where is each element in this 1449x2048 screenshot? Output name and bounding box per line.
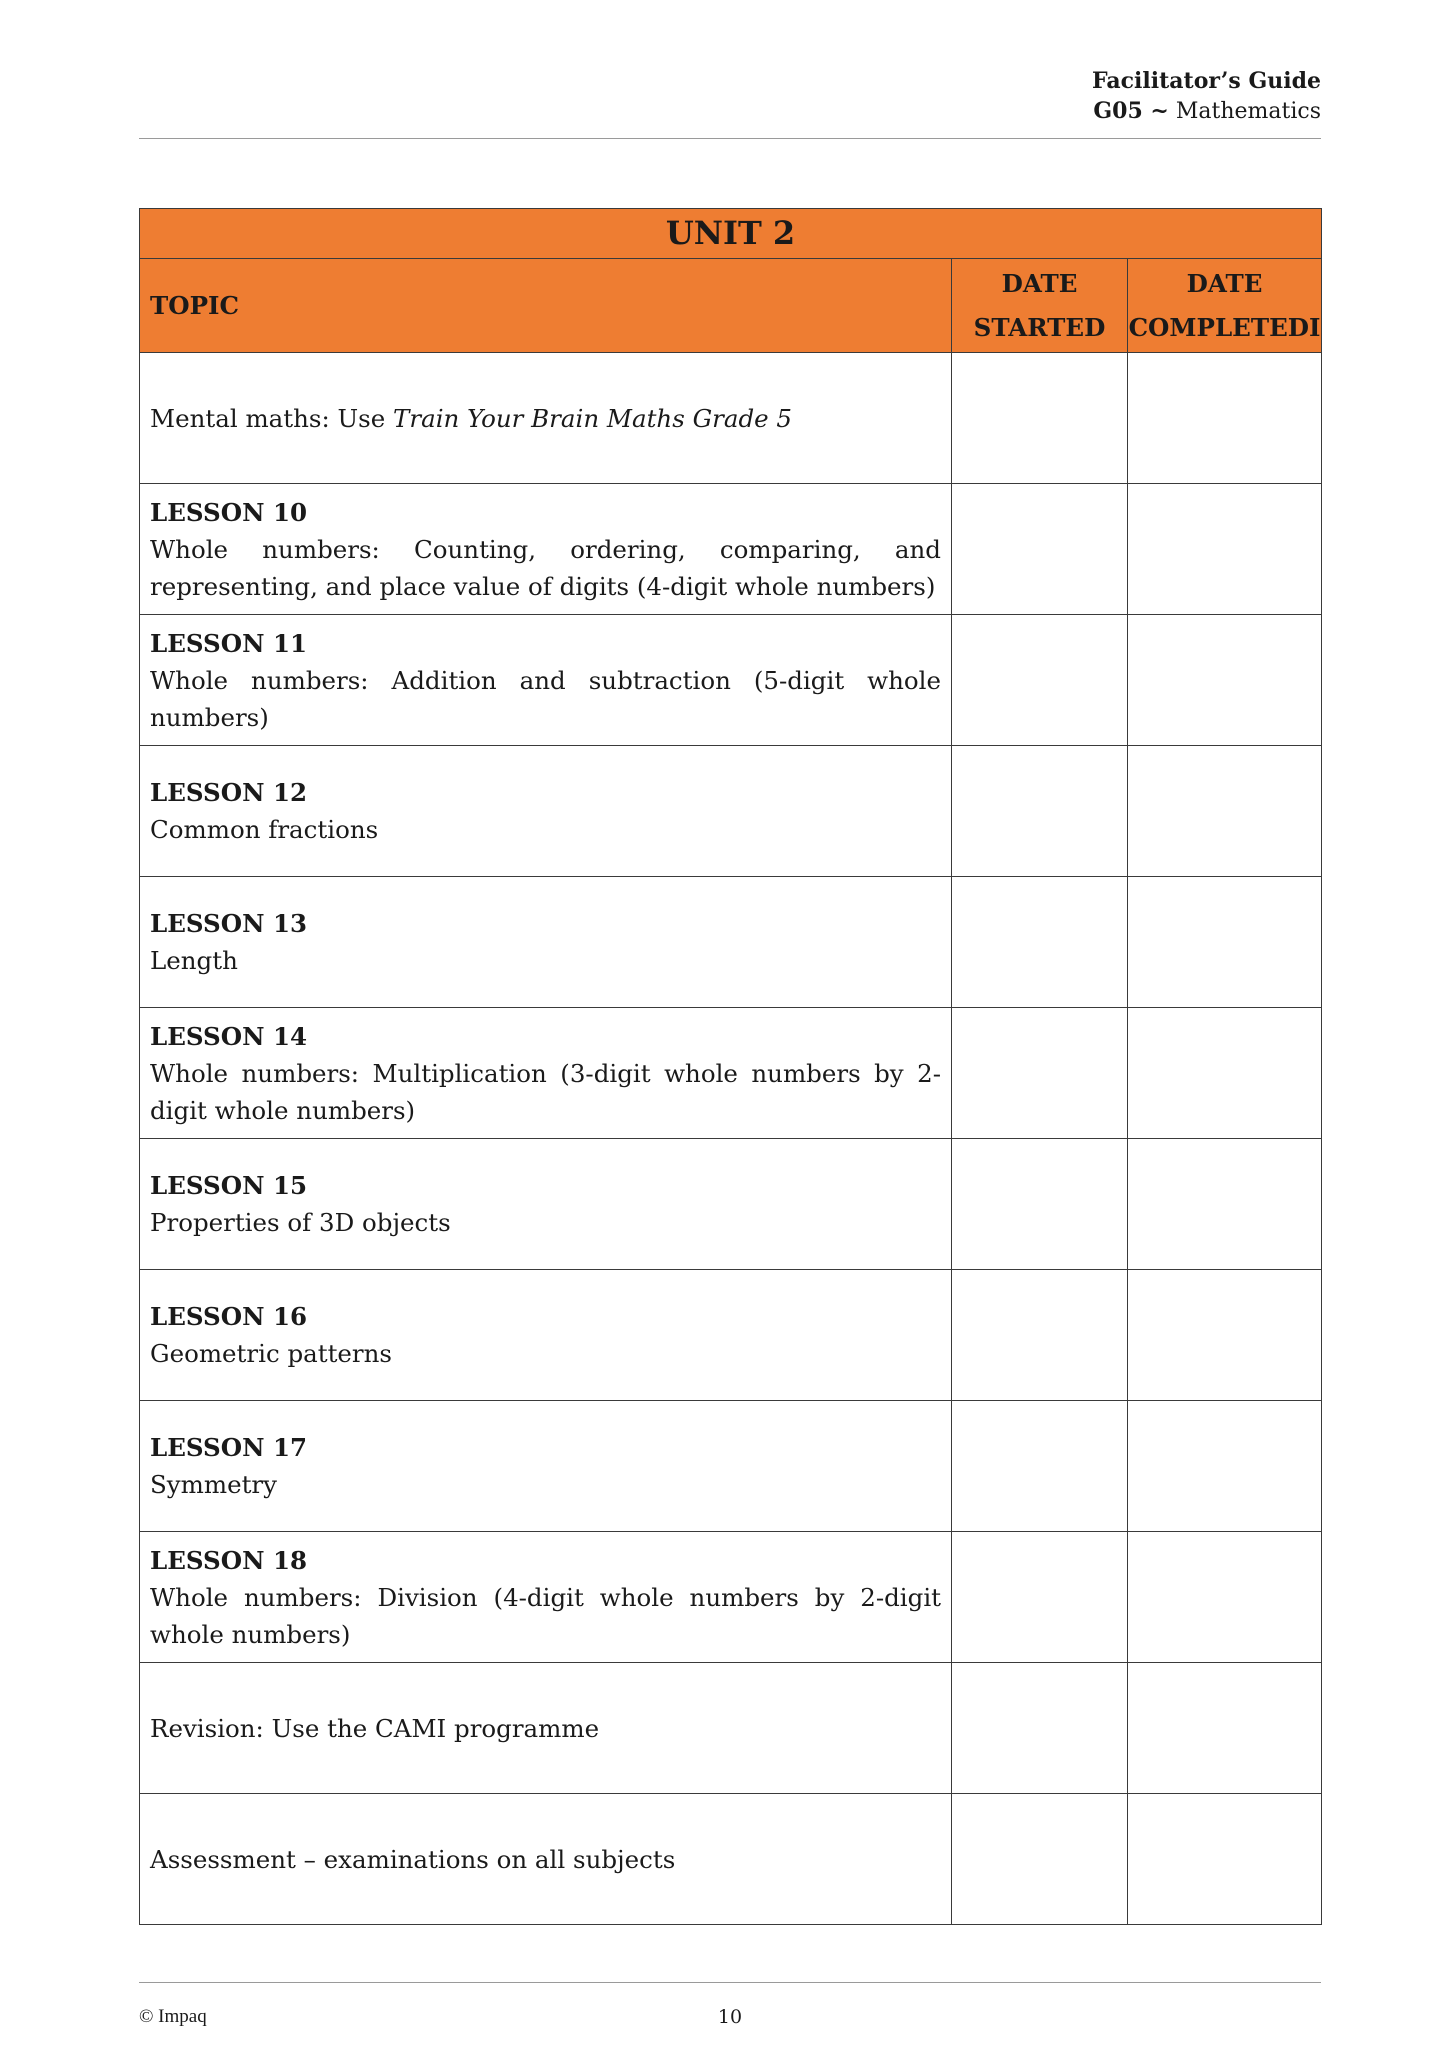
topic-cell (140, 1794, 952, 1925)
grade-subject-line (1092, 96, 1321, 127)
column-header-date-completed (1128, 259, 1322, 353)
topic-description: Symmetry (150, 1470, 277, 1499)
topic-description: Whole numbers: Addition and subtraction (5-digit whole numbers) (150, 665, 941, 732)
subject-name: Mathematics (1175, 99, 1321, 124)
topic-cell (140, 1532, 952, 1663)
lesson-label: LESSON 16 (150, 1302, 308, 1331)
topic-italic-title: Train Your Brain Maths Grade 5 (393, 403, 793, 433)
column-header-row (140, 259, 1322, 353)
table-row (140, 1008, 1322, 1139)
date-started-line2: STARTED (973, 312, 1106, 342)
unit-title: UNIT 2 (140, 209, 1322, 259)
table-row (140, 877, 1322, 1008)
date-started-line1: DATE (1001, 268, 1078, 298)
date-completed-line2: COMPLETEDI (1128, 312, 1321, 342)
column-header-topic: TOPIC (140, 259, 952, 353)
topic-cell (140, 1663, 952, 1794)
table-row (140, 484, 1322, 615)
topic-description: Whole numbers: Counting, ordering, comparing, and representing, and place value of digits (4-digit whole numbers) (150, 534, 941, 601)
date-completed-cell[interactable] (1128, 353, 1322, 484)
table-row (140, 615, 1322, 746)
lesson-label: LESSON 12 (150, 778, 308, 807)
table-row (140, 746, 1322, 877)
grade-code: G05 ~ (1093, 98, 1169, 124)
date-started-cell[interactable] (952, 1270, 1128, 1401)
unit-schedule-table (139, 208, 1322, 1925)
lesson-label: LESSON 15 (150, 1171, 308, 1200)
date-started-cell[interactable] (952, 353, 1128, 484)
table-row (140, 1270, 1322, 1401)
date-started-cell[interactable] (952, 1663, 1128, 1794)
date-started-cell[interactable] (952, 1794, 1128, 1925)
date-completed-cell[interactable] (1128, 1663, 1322, 1794)
topic-cell (140, 1401, 952, 1532)
date-completed-cell[interactable] (1128, 877, 1322, 1008)
table-row (140, 1401, 1322, 1532)
column-header-date-started (952, 259, 1128, 353)
table-row (140, 1139, 1322, 1270)
topic-cell (140, 1139, 952, 1270)
copyright-notice: © Impaq (139, 2006, 207, 2027)
date-completed-cell[interactable] (1128, 484, 1322, 615)
date-started-cell[interactable] (952, 1008, 1128, 1139)
topic-cell (140, 1270, 952, 1401)
table-row (140, 1794, 1322, 1925)
date-started-cell[interactable] (952, 1532, 1128, 1663)
topic-description (150, 400, 941, 437)
page-header (1092, 66, 1321, 127)
table-row (140, 1663, 1322, 1794)
lesson-label: LESSON 14 (150, 1021, 308, 1051)
date-completed-cell[interactable] (1128, 1270, 1322, 1401)
date-started-cell[interactable] (952, 746, 1128, 877)
topic-cell (140, 746, 952, 877)
topic-description: Revision: Use the CAMI programme (150, 1713, 600, 1743)
lesson-label: LESSON 18 (150, 1545, 308, 1575)
topic-description: Whole numbers: Multiplication (3-digit whole numbers by 2-digit whole numbers) (150, 1058, 941, 1125)
topic-cell (140, 1008, 952, 1139)
guide-title: Facilitator’s Guide (1091, 68, 1321, 94)
date-completed-line1: DATE (1186, 268, 1263, 298)
topic-cell (140, 615, 952, 746)
lesson-label: LESSON 11 (150, 628, 308, 658)
footer-divider (139, 1982, 1321, 1983)
lesson-label: LESSON 10 (150, 497, 308, 527)
date-completed-cell[interactable] (1128, 1532, 1322, 1663)
table-row (140, 1532, 1322, 1663)
topic-description: Properties of 3D objects (150, 1208, 451, 1237)
header-divider (139, 138, 1321, 139)
date-started-cell[interactable] (952, 484, 1128, 615)
date-completed-cell[interactable] (1128, 1401, 1322, 1532)
date-completed-cell[interactable] (1128, 746, 1322, 877)
topic-description: Length (150, 946, 238, 975)
date-completed-cell[interactable] (1128, 1008, 1322, 1139)
lesson-label: LESSON 17 (150, 1433, 308, 1462)
date-completed-cell[interactable] (1128, 1139, 1322, 1270)
topic-cell (140, 484, 952, 615)
date-started-cell[interactable] (952, 1139, 1128, 1270)
date-started-cell[interactable] (952, 615, 1128, 746)
date-completed-cell[interactable] (1128, 615, 1322, 746)
topic-description: Assessment – examinations on all subjects (150, 1844, 676, 1874)
lesson-label: LESSON 13 (150, 909, 308, 938)
topic-text: Mental maths: Use (150, 403, 394, 433)
topic-description: Common fractions (150, 815, 379, 844)
table-row (140, 353, 1322, 484)
topic-description: Whole numbers: Division (4-digit whole numbers by 2-digit whole numbers) (150, 1582, 941, 1649)
topic-cell (140, 353, 952, 484)
date-started-cell[interactable] (952, 877, 1128, 1008)
topic-cell (140, 877, 952, 1008)
topic-description: Geometric patterns (150, 1339, 392, 1368)
page-number: 10 (717, 2006, 743, 2028)
date-started-cell[interactable] (952, 1401, 1128, 1532)
date-completed-cell[interactable] (1128, 1794, 1322, 1925)
